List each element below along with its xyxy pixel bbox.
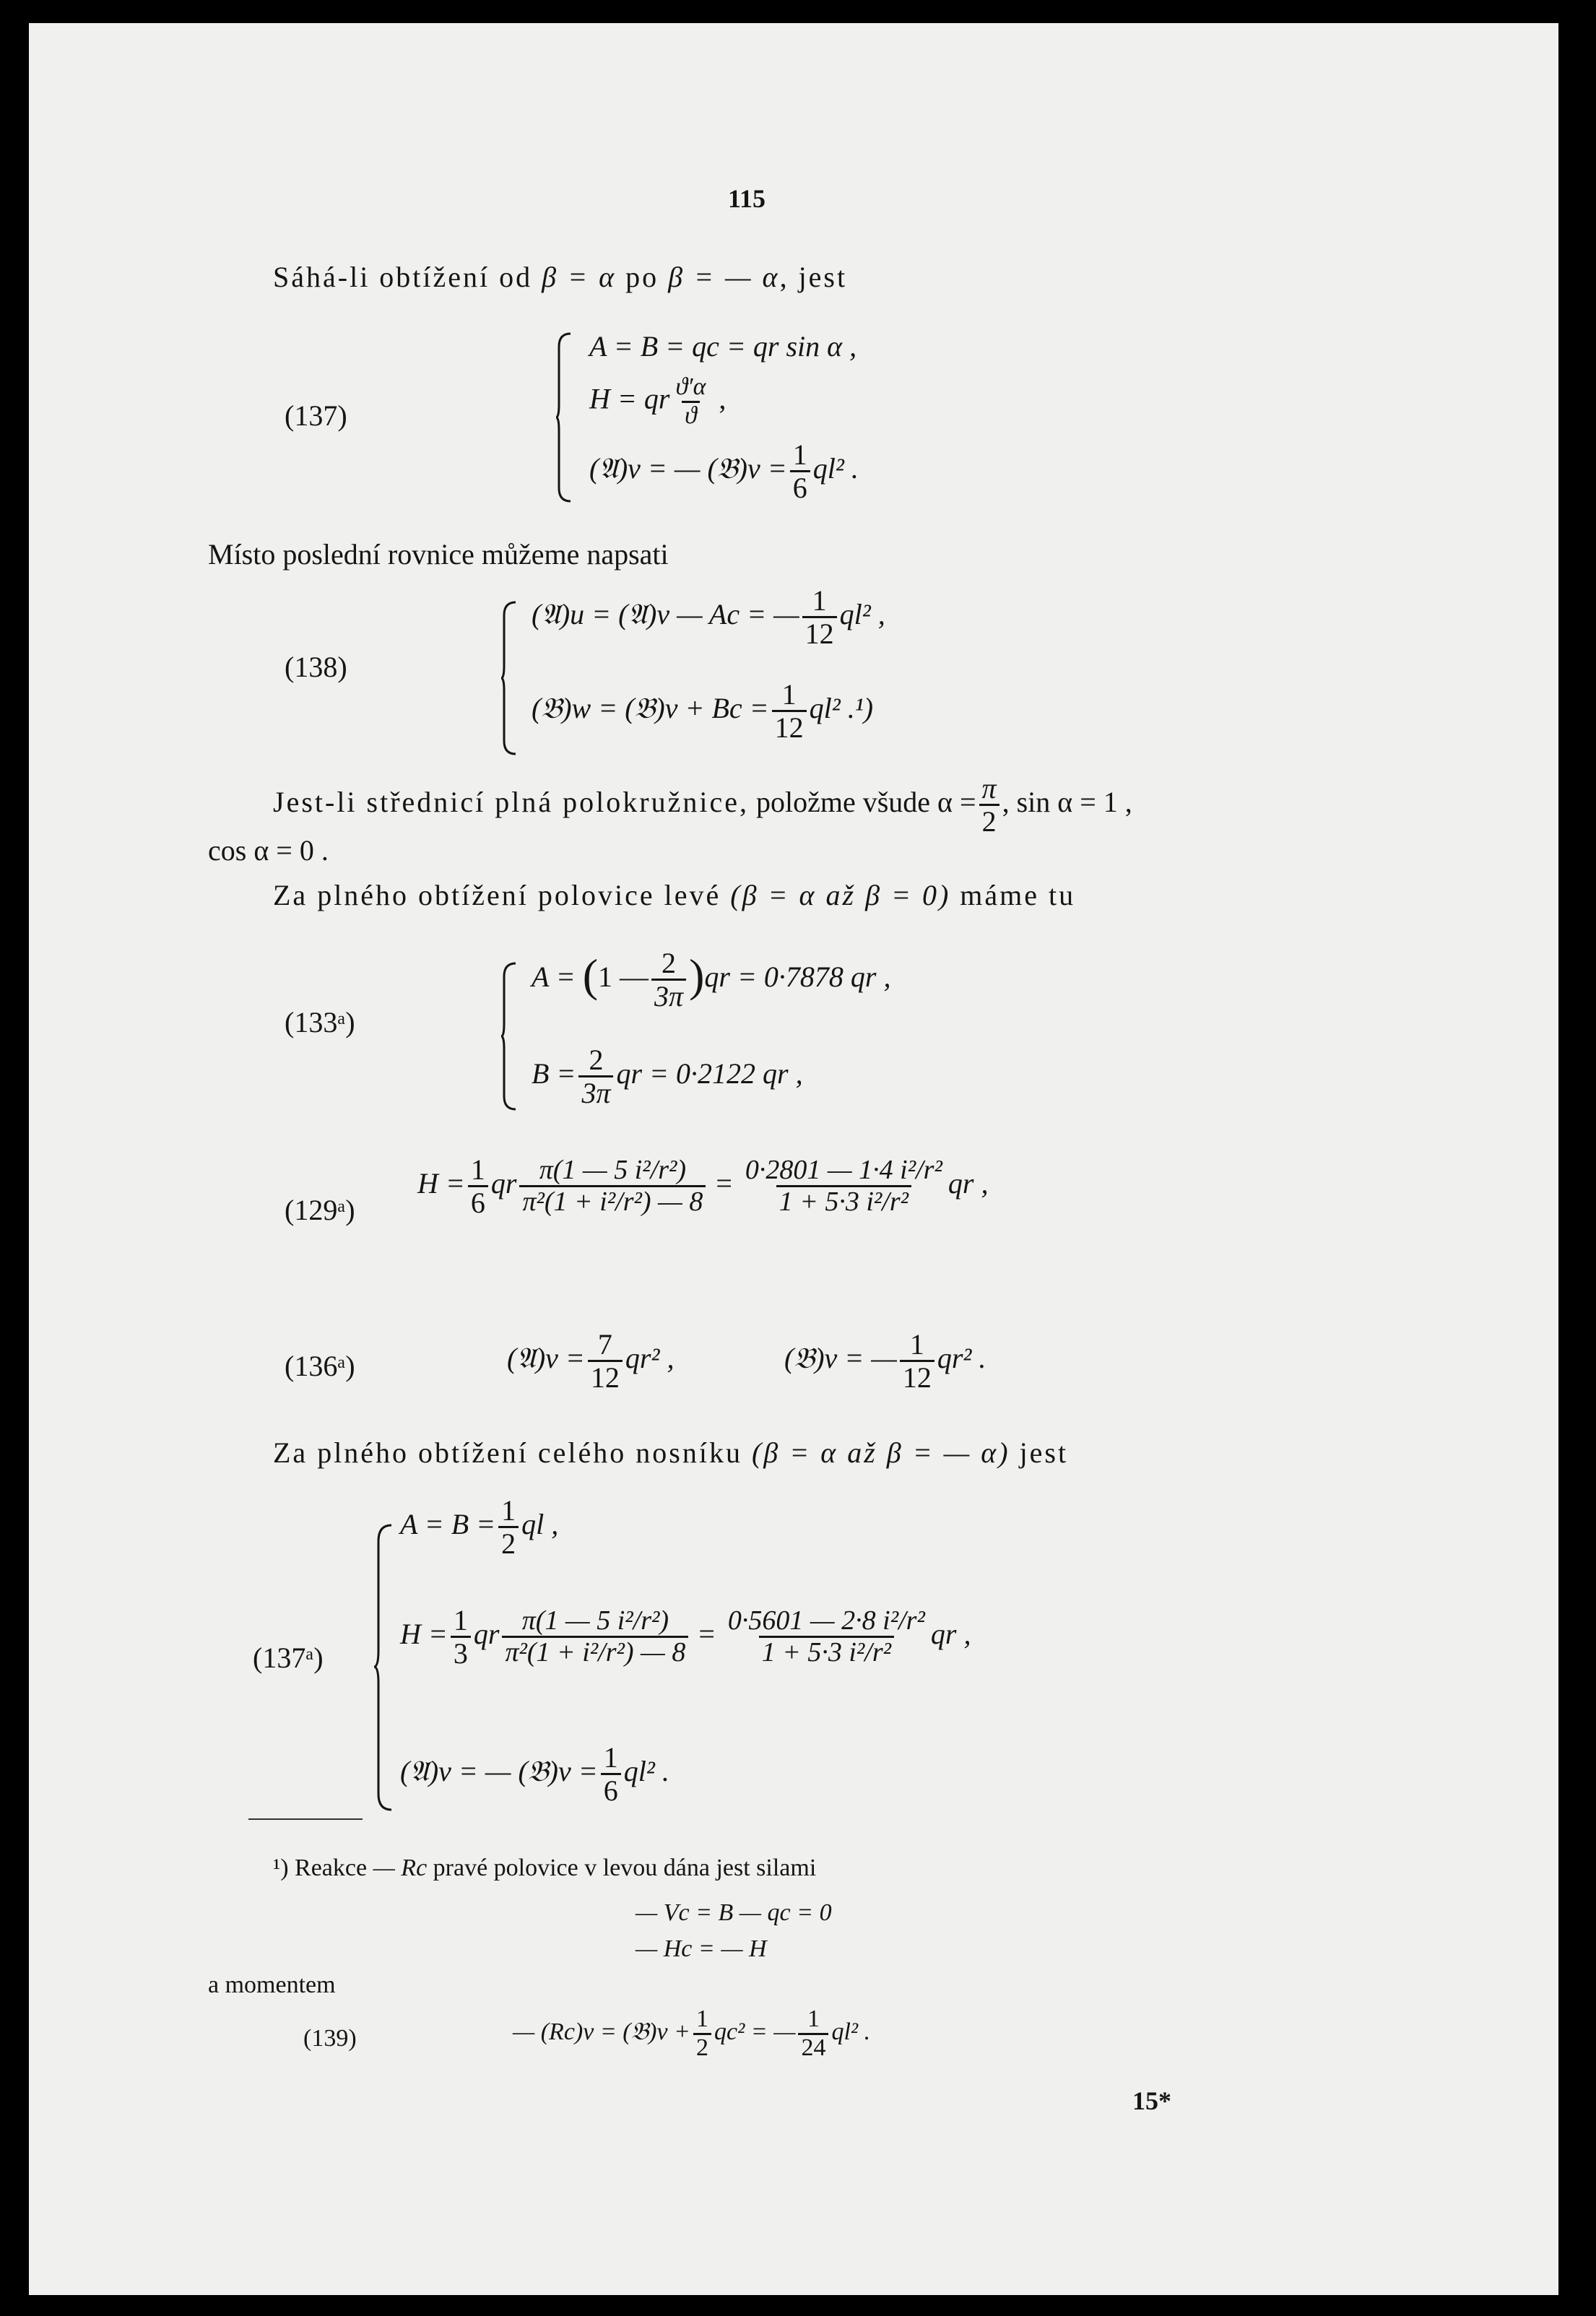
- eq133a-line-2-tail: qr = 0·2122 qr ,: [616, 1057, 803, 1090]
- footnote-eq-1: — Vc = B — qc = 0: [636, 1899, 832, 1926]
- eq138-line-2-lhs: (𝔅)w = (𝔅)v + Bc =: [532, 691, 769, 724]
- eq137a-line-3-lhs: (𝔄)v = — (𝔅)v =: [400, 1754, 598, 1787]
- eq136a-a-den: 12: [588, 1360, 623, 1393]
- footnote-line-1: [273, 1855, 816, 1882]
- eq137a-result-den: 1 + 5·3 i²/r²: [759, 1636, 894, 1667]
- eq129a-coef-den: 6: [468, 1185, 488, 1218]
- intro3-fraction-pi-half: [979, 773, 999, 837]
- page-number: 115: [728, 184, 766, 213]
- eq129a-coef-num: 1: [470, 1153, 485, 1186]
- eq137a-line-1: [400, 1495, 558, 1559]
- eq129a-result-den: 1 + 5·3 i²/r²: [776, 1185, 911, 1217]
- eq136a-b-tail: qr² .: [937, 1341, 986, 1374]
- eq136a-label: (136ᵃ): [285, 1350, 355, 1382]
- footnote-reaction: — Rc: [373, 1855, 428, 1881]
- paragraph-intro-1: [273, 260, 847, 294]
- document-page: [29, 23, 1558, 2295]
- eq133a-frac2-num: 2: [589, 1044, 604, 1076]
- eq139-frac2-num: 1: [807, 2005, 820, 2032]
- eq137a-line-1-den: 2: [498, 1526, 519, 1559]
- eq129a-tail: qr ,: [947, 1166, 989, 1200]
- eq129a-main-num: π(1 — 5 i²/r²): [539, 1155, 687, 1186]
- eq133a-line-2: [532, 1044, 803, 1109]
- eq138-frac1-den: 12: [802, 616, 837, 649]
- eq139-frac1-num: 1: [696, 2005, 708, 2032]
- footnote-moment-text: a momentem: [208, 1972, 336, 1998]
- eq137a-qr: qr: [473, 1617, 500, 1650]
- eq139-fraction-2: [798, 2006, 828, 2061]
- eq129a-equals: =: [716, 1166, 732, 1200]
- eq137a-line-3-tail: ql² .: [623, 1754, 669, 1787]
- intro5-tail: jest: [1019, 1436, 1069, 1469]
- eq137-theta-den: ϑ: [682, 401, 700, 430]
- intro5-condition: (β = α až β = — α): [751, 1436, 1010, 1469]
- paragraph-intro-3: [273, 773, 1132, 837]
- eq137a-line-1-tail: ql ,: [521, 1507, 559, 1540]
- eq138-fraction-2: [772, 679, 807, 743]
- eq137-line-2-tail: ,: [719, 382, 727, 415]
- eq136a-a-lhs: (𝔄)v =: [507, 1341, 585, 1374]
- eq139-fraction-1: [693, 2006, 711, 2061]
- eq137-line-3: [589, 439, 859, 503]
- eq136a-right: [784, 1329, 986, 1393]
- eq133a-line-1-tail: qr = 0·7878 qr ,: [704, 960, 891, 993]
- intro4-tail: máme tu: [960, 879, 1076, 911]
- eq137a-main-den: π²(1 + i²/r²) — 8: [502, 1636, 688, 1667]
- eq133a-line-2-lhs: B =: [532, 1057, 576, 1090]
- intro3-text: položme všude α =: [755, 785, 976, 818]
- eq137a-result-num: 0·5601 — 2·8 i²/r²: [727, 1605, 925, 1636]
- eq133a-frac2-den: 3π: [578, 1075, 613, 1109]
- intro4-text: Za plného obtížení polovice levé: [273, 879, 721, 911]
- paragraph-intro-5: [273, 1436, 1068, 1470]
- eq139-lhs: — (Rc)v = (𝔅)v +: [513, 2018, 690, 2046]
- eq138-fraction-1: [802, 585, 837, 649]
- eq138-brace: [500, 601, 519, 755]
- eq133a-one-minus: 1 —: [598, 960, 649, 993]
- eq129a-qr: qr: [490, 1166, 517, 1200]
- intro3-pi: π: [981, 772, 997, 804]
- eq139-mid: qc² = —: [714, 2018, 796, 2046]
- intro1-condition-a: β = α: [542, 261, 617, 293]
- intro3-line-2: cos α = 0 .: [208, 834, 329, 867]
- eq137a-coef-fraction: [451, 1605, 471, 1669]
- eq138-frac2-num: 1: [781, 678, 797, 711]
- eq138-label: (138): [285, 651, 347, 683]
- eq137-fraction-sixth: [790, 439, 810, 503]
- eq138-line-1-tail: ql² ,: [839, 597, 885, 630]
- eq137a-coef-num: 1: [453, 1604, 468, 1636]
- eq137a-main-fraction: [502, 1606, 688, 1667]
- eq137-line-1: A = B = qc = qr sin α ,: [589, 330, 857, 363]
- footnote-separator: [248, 1818, 363, 1820]
- footnote-eq-2: — Hc = — H: [636, 1935, 767, 1962]
- intro3-text-spaced: Jest-li střednicí plná polokružnice,: [273, 785, 749, 818]
- eq137a-line-1-lhs: A = B =: [400, 1507, 496, 1540]
- eq133a-label: (133ᵃ): [285, 1006, 355, 1038]
- eq137-sixth-num: 1: [792, 438, 807, 471]
- eq136a-b-num: 1: [909, 1328, 924, 1361]
- eq136a-a-num: 7: [597, 1328, 612, 1361]
- eq129a-coef-fraction: [468, 1154, 488, 1218]
- eq138-line-2: [532, 679, 873, 743]
- eq137a-tail: qr ,: [930, 1617, 971, 1650]
- eq133a-line-1: [532, 947, 891, 1012]
- eq129a-label: (129ᵃ): [285, 1194, 355, 1226]
- eq133a-fraction-2: [578, 1044, 613, 1109]
- eq137a-line-1-num: 1: [501, 1494, 516, 1527]
- eq137a-equals: =: [698, 1617, 715, 1650]
- eq137a-coef-den: 3: [451, 1636, 471, 1669]
- eq137-line-2-lhs: H = qr: [589, 382, 670, 415]
- intro1-po: po: [625, 261, 659, 293]
- eq137a-line-2: [400, 1605, 971, 1669]
- eq136a-b-den: 12: [900, 1360, 934, 1393]
- footnote-text-a: Reakce: [295, 1855, 368, 1881]
- eq129a-result-num: 0·2801 — 1·4 i²/r²: [745, 1155, 942, 1186]
- eq137a-line-2-lhs: H =: [400, 1617, 448, 1650]
- eq139-label: (139): [303, 2025, 357, 2052]
- eq133a-paren-close: ): [689, 949, 705, 1001]
- intro1-tail: , jest: [779, 261, 848, 293]
- eq133a-frac1-num: 2: [662, 947, 677, 979]
- eq137a-line-3-fraction: [601, 1742, 621, 1806]
- eq133a-fraction-1: [651, 947, 686, 1012]
- footnote-text-b: pravé polovice v levou dána jest silami: [433, 1855, 817, 1881]
- eq139-frac2-den: 24: [798, 2033, 828, 2062]
- eq137-fraction-theta: [672, 374, 708, 429]
- eq136a-b-lhs: (𝔅)v = —: [784, 1341, 897, 1374]
- intro3-tail: , sin α = 1 ,: [1002, 785, 1132, 818]
- eq137a-result-fraction: [725, 1606, 928, 1667]
- eq137a-line-1-fraction: [498, 1495, 519, 1559]
- eq129a-result-fraction: [742, 1155, 945, 1217]
- eq138-frac2-den: 12: [772, 710, 807, 743]
- eq129a-main-den: π²(1 + i²/r²) — 8: [519, 1185, 706, 1217]
- eq137a-brace: [373, 1524, 394, 1813]
- eq138-frac1-num: 1: [812, 584, 827, 617]
- eq139-tail: ql² .: [831, 2018, 871, 2046]
- intro1-condition-b: β = — α: [668, 261, 780, 293]
- footnote-marker: ¹): [273, 1855, 289, 1881]
- eq136a-a-tail: qr² ,: [625, 1341, 675, 1374]
- paragraph-intro-4: [273, 878, 1075, 912]
- eq137-line-3-lhs: (𝔄)v = — (𝔅)v =: [589, 451, 787, 485]
- eq129a-main-fraction: [519, 1155, 706, 1217]
- eq129a-lhs: H =: [417, 1166, 465, 1200]
- eq133a-brace: [500, 962, 519, 1111]
- eq136a-b-fraction: [900, 1329, 934, 1393]
- eq137-label: (137): [285, 399, 347, 432]
- eq137-sixth-den: 6: [790, 470, 810, 503]
- eq137-line-2: [589, 374, 726, 429]
- eq137-brace: [555, 332, 573, 503]
- eq139-equation: [513, 2006, 870, 2061]
- eq137a-line-3-num: 1: [603, 1741, 618, 1774]
- eq139-frac1-den: 2: [693, 2033, 711, 2062]
- eq137-theta-num: ϑ′α: [675, 373, 706, 400]
- eq136a-left: [507, 1329, 674, 1393]
- paragraph-intro-2: Místo poslední rovnice můžeme napsati: [208, 538, 669, 571]
- eq138-line-1: [532, 585, 885, 649]
- eq138-line-2-tail: ql² .¹): [809, 691, 874, 724]
- intro4-condition: (β = α až β = 0): [730, 879, 951, 911]
- eq137-line-3-tail: ql² .: [812, 451, 859, 485]
- eq133a-paren-open: (: [582, 949, 599, 1001]
- eq133a-line-1-lhs: A =: [532, 960, 576, 993]
- eq138-line-1-lhs: (𝔄)u = (𝔄)v — Ac = —: [532, 597, 799, 630]
- intro5-text: Za plného obtížení celého nosníku: [273, 1436, 742, 1469]
- signature-mark: 15*: [1132, 2086, 1171, 2115]
- eq133a-frac1-den: 3π: [651, 979, 686, 1012]
- eq137a-label: (137ᵃ): [253, 1641, 324, 1674]
- eq129a-equation: [417, 1154, 988, 1218]
- intro1-text: Sáhá-li obtížení od: [273, 261, 533, 293]
- eq136a-a-fraction: [588, 1329, 623, 1393]
- eq137a-line-3: [400, 1742, 669, 1806]
- intro3-two: 2: [979, 804, 999, 837]
- eq137a-line-3-den: 6: [601, 1773, 621, 1806]
- eq137a-main-num: π(1 — 5 i²/r²): [521, 1605, 669, 1636]
